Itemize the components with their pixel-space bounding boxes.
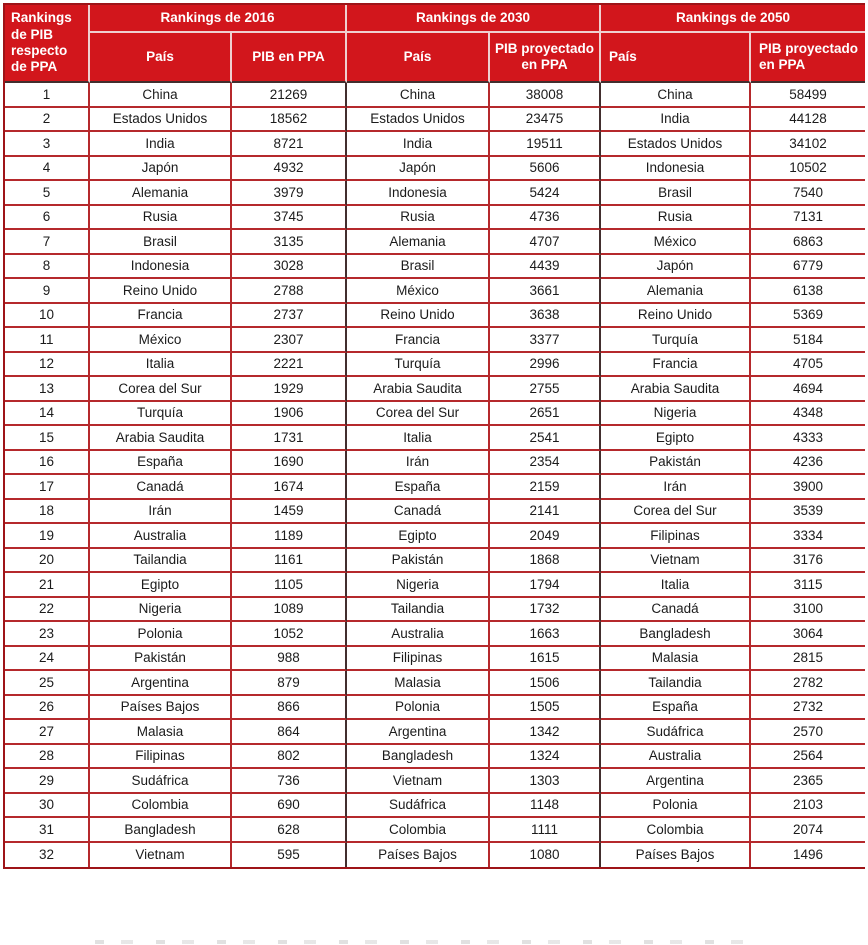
country-cell-2030: Filipinas	[347, 647, 490, 672]
country-cell-2050: China	[601, 83, 751, 108]
country-cell-2050: Arabia Saudita	[601, 377, 751, 402]
country-cell-2016: Países Bajos	[90, 696, 232, 721]
rank-cell: 19	[5, 524, 90, 549]
country-cell-2050: Reino Unido	[601, 304, 751, 329]
value-cell-2030: 5424	[490, 181, 601, 206]
value-cell-2050: 6138	[751, 279, 865, 304]
table-row	[5, 524, 865, 549]
value-cell-2050: 34102	[751, 132, 865, 157]
table-row	[5, 255, 865, 280]
country-cell-2016: Francia	[90, 304, 232, 329]
value-cell-2016: 2737	[232, 304, 347, 329]
rank-cell: 15	[5, 426, 90, 451]
value-cell-2016: 1052	[232, 622, 347, 647]
table-row	[5, 132, 865, 157]
value-cell-2050: 2564	[751, 745, 865, 770]
country-cell-2050: Vietnam	[601, 549, 751, 574]
value-cell-2016: 1731	[232, 426, 347, 451]
rank-cell: 13	[5, 377, 90, 402]
country-cell-2030: Bangladesh	[347, 745, 490, 770]
table-row	[5, 108, 865, 133]
rank-cell: 22	[5, 598, 90, 623]
country-cell-2030: Japón	[347, 157, 490, 182]
rank-cell: 2	[5, 108, 90, 133]
country-cell-2030: Australia	[347, 622, 490, 647]
section-header-2050: Rankings de 2050	[601, 5, 865, 33]
country-cell-2050: Canadá	[601, 598, 751, 623]
value-cell-2030: 1663	[490, 622, 601, 647]
rank-cell: 4	[5, 157, 90, 182]
col-header-country-2050: País	[601, 33, 751, 83]
value-cell-2030: 2541	[490, 426, 601, 451]
country-cell-2050: Nigeria	[601, 402, 751, 427]
country-cell-2016: Canadá	[90, 475, 232, 500]
country-cell-2050: Malasia	[601, 647, 751, 672]
country-cell-2050: México	[601, 230, 751, 255]
country-cell-2050: Corea del Sur	[601, 500, 751, 525]
country-cell-2016: México	[90, 328, 232, 353]
value-cell-2050: 2365	[751, 769, 865, 794]
country-cell-2050: Tailandia	[601, 671, 751, 696]
country-cell-2050: Irán	[601, 475, 751, 500]
rank-cell: 24	[5, 647, 90, 672]
value-cell-2030: 1324	[490, 745, 601, 770]
table-row	[5, 181, 865, 206]
value-cell-2050: 3176	[751, 549, 865, 574]
value-cell-2030: 2651	[490, 402, 601, 427]
country-cell-2050: Filipinas	[601, 524, 751, 549]
value-cell-2050: 58499	[751, 83, 865, 108]
value-cell-2030: 4439	[490, 255, 601, 280]
table-row	[5, 402, 865, 427]
col-header-value-2030: PIB proyectado en PPA	[490, 33, 601, 83]
country-cell-2030: Egipto	[347, 524, 490, 549]
country-cell-2016: Estados Unidos	[90, 108, 232, 133]
country-cell-2030: Turquía	[347, 353, 490, 378]
country-cell-2030: Indonesia	[347, 181, 490, 206]
country-cell-2016: Irán	[90, 500, 232, 525]
value-cell-2050: 3539	[751, 500, 865, 525]
country-cell-2050: Italia	[601, 573, 751, 598]
value-cell-2030: 1148	[490, 794, 601, 819]
value-cell-2030: 1505	[490, 696, 601, 721]
table-row	[5, 426, 865, 451]
country-cell-2016: China	[90, 83, 232, 108]
country-cell-2016: Japón	[90, 157, 232, 182]
table-row	[5, 720, 865, 745]
table-row	[5, 279, 865, 304]
table-row	[5, 769, 865, 794]
country-cell-2030: Estados Unidos	[347, 108, 490, 133]
rank-cell: 7	[5, 230, 90, 255]
value-cell-2050: 5369	[751, 304, 865, 329]
country-cell-2030: Polonia	[347, 696, 490, 721]
rank-cell: 20	[5, 549, 90, 574]
value-cell-2030: 1506	[490, 671, 601, 696]
table-row	[5, 696, 865, 721]
country-cell-2030: Malasia	[347, 671, 490, 696]
country-cell-2050: Estados Unidos	[601, 132, 751, 157]
value-cell-2030: 1615	[490, 647, 601, 672]
country-cell-2030: México	[347, 279, 490, 304]
country-cell-2016: Corea del Sur	[90, 377, 232, 402]
country-cell-2050: Brasil	[601, 181, 751, 206]
country-cell-2016: Polonia	[90, 622, 232, 647]
value-cell-2030: 3377	[490, 328, 601, 353]
country-cell-2030: Tailandia	[347, 598, 490, 623]
value-cell-2030: 4707	[490, 230, 601, 255]
value-cell-2050: 2103	[751, 794, 865, 819]
country-cell-2016: Australia	[90, 524, 232, 549]
rank-cell: 17	[5, 475, 90, 500]
rank-cell: 29	[5, 769, 90, 794]
table-row	[5, 843, 865, 868]
country-cell-2030: Corea del Sur	[347, 402, 490, 427]
value-cell-2050: 2074	[751, 818, 865, 843]
country-cell-2016: Pakistán	[90, 647, 232, 672]
country-cell-2050: Rusia	[601, 206, 751, 231]
value-cell-2016: 1906	[232, 402, 347, 427]
value-cell-2016: 802	[232, 745, 347, 770]
rank-cell: 16	[5, 451, 90, 476]
value-cell-2030: 2354	[490, 451, 601, 476]
value-cell-2050: 2782	[751, 671, 865, 696]
country-cell-2030: Italia	[347, 426, 490, 451]
rank-cell: 32	[5, 843, 90, 868]
value-cell-2050: 4333	[751, 426, 865, 451]
country-cell-2016: Turquía	[90, 402, 232, 427]
rank-cell: 28	[5, 745, 90, 770]
value-cell-2050: 44128	[751, 108, 865, 133]
country-cell-2050: Alemania	[601, 279, 751, 304]
country-cell-2030: Pakistán	[347, 549, 490, 574]
table-row	[5, 328, 865, 353]
rank-cell: 10	[5, 304, 90, 329]
value-cell-2050: 3115	[751, 573, 865, 598]
rank-cell: 31	[5, 818, 90, 843]
table-row	[5, 622, 865, 647]
value-cell-2030: 1303	[490, 769, 601, 794]
rank-cell: 3	[5, 132, 90, 157]
value-cell-2050: 3100	[751, 598, 865, 623]
rank-cell: 27	[5, 720, 90, 745]
value-cell-2030: 2755	[490, 377, 601, 402]
country-cell-2016: Indonesia	[90, 255, 232, 280]
value-cell-2030: 3661	[490, 279, 601, 304]
table-row	[5, 598, 865, 623]
value-cell-2030: 1342	[490, 720, 601, 745]
value-cell-2016: 1459	[232, 500, 347, 525]
table-row	[5, 83, 865, 108]
rank-cell: 21	[5, 573, 90, 598]
country-cell-2050: Indonesia	[601, 157, 751, 182]
table-row	[5, 573, 865, 598]
value-cell-2030: 38008	[490, 83, 601, 108]
rank-cell: 14	[5, 402, 90, 427]
value-cell-2016: 1929	[232, 377, 347, 402]
country-cell-2016: Arabia Saudita	[90, 426, 232, 451]
value-cell-2050: 6863	[751, 230, 865, 255]
table-row	[5, 206, 865, 231]
value-cell-2016: 1105	[232, 573, 347, 598]
table-header	[5, 5, 865, 83]
country-cell-2016: Tailandia	[90, 549, 232, 574]
rank-cell: 26	[5, 696, 90, 721]
value-cell-2050: 2815	[751, 647, 865, 672]
value-cell-2030: 1868	[490, 549, 601, 574]
value-cell-2016: 736	[232, 769, 347, 794]
rank-cell: 25	[5, 671, 90, 696]
table-row	[5, 794, 865, 819]
value-cell-2016: 1161	[232, 549, 347, 574]
country-cell-2016: India	[90, 132, 232, 157]
rank-cell: 11	[5, 328, 90, 353]
value-cell-2016: 1690	[232, 451, 347, 476]
value-cell-2016: 595	[232, 843, 347, 868]
value-cell-2030: 19511	[490, 132, 601, 157]
table-row	[5, 353, 865, 378]
country-cell-2050: Polonia	[601, 794, 751, 819]
value-cell-2016: 4932	[232, 157, 347, 182]
value-cell-2030: 1732	[490, 598, 601, 623]
value-cell-2030: 5606	[490, 157, 601, 182]
col-header-value-2050: PIB proyectado en PPA	[751, 33, 865, 83]
rankings-table	[5, 5, 865, 867]
rank-cell: 5	[5, 181, 90, 206]
value-cell-2016: 1089	[232, 598, 347, 623]
rank-cell: 8	[5, 255, 90, 280]
value-cell-2050: 7540	[751, 181, 865, 206]
corner-header: Rankings de PIB respecto de PPA	[5, 5, 90, 83]
value-cell-2016: 690	[232, 794, 347, 819]
country-cell-2050: Francia	[601, 353, 751, 378]
country-cell-2050: Turquía	[601, 328, 751, 353]
col-header-country-2030: País	[347, 33, 490, 83]
value-cell-2030: 23475	[490, 108, 601, 133]
value-cell-2016: 18562	[232, 108, 347, 133]
table-row	[5, 230, 865, 255]
rank-cell: 18	[5, 500, 90, 525]
country-cell-2016: Malasia	[90, 720, 232, 745]
table-row	[5, 549, 865, 574]
table-row	[5, 451, 865, 476]
country-cell-2030: Francia	[347, 328, 490, 353]
value-cell-2016: 1189	[232, 524, 347, 549]
value-cell-2016: 2788	[232, 279, 347, 304]
value-cell-2050: 4236	[751, 451, 865, 476]
country-cell-2030: Argentina	[347, 720, 490, 745]
table-row	[5, 818, 865, 843]
country-cell-2030: Arabia Saudita	[347, 377, 490, 402]
country-cell-2050: Sudáfrica	[601, 720, 751, 745]
table-row	[5, 304, 865, 329]
value-cell-2016: 8721	[232, 132, 347, 157]
value-cell-2016: 1674	[232, 475, 347, 500]
country-cell-2050: Egipto	[601, 426, 751, 451]
country-cell-2030: Canadá	[347, 500, 490, 525]
value-cell-2050: 4348	[751, 402, 865, 427]
value-cell-2050: 4694	[751, 377, 865, 402]
value-cell-2016: 21269	[232, 83, 347, 108]
country-cell-2030: Vietnam	[347, 769, 490, 794]
value-cell-2030: 3638	[490, 304, 601, 329]
value-cell-2016: 3979	[232, 181, 347, 206]
value-cell-2030: 1080	[490, 843, 601, 868]
value-cell-2016: 3028	[232, 255, 347, 280]
country-cell-2050: Bangladesh	[601, 622, 751, 647]
table-row	[5, 500, 865, 525]
country-cell-2016: España	[90, 451, 232, 476]
country-cell-2016: Egipto	[90, 573, 232, 598]
cropped-caption	[95, 940, 755, 944]
country-cell-2016: Filipinas	[90, 745, 232, 770]
country-cell-2016: Rusia	[90, 206, 232, 231]
value-cell-2016: 2307	[232, 328, 347, 353]
country-cell-2016: Alemania	[90, 181, 232, 206]
rank-cell: 12	[5, 353, 90, 378]
table-row	[5, 377, 865, 402]
value-cell-2030: 1111	[490, 818, 601, 843]
country-cell-2030: Países Bajos	[347, 843, 490, 868]
country-cell-2016: Colombia	[90, 794, 232, 819]
value-cell-2050: 3900	[751, 475, 865, 500]
value-cell-2030: 2049	[490, 524, 601, 549]
col-header-value-2016: PIB en PPA	[232, 33, 347, 83]
country-cell-2016: Italia	[90, 353, 232, 378]
value-cell-2050: 6779	[751, 255, 865, 280]
country-cell-2050: Australia	[601, 745, 751, 770]
value-cell-2030: 1794	[490, 573, 601, 598]
value-cell-2016: 3745	[232, 206, 347, 231]
rank-cell: 6	[5, 206, 90, 231]
rank-cell: 30	[5, 794, 90, 819]
country-cell-2050: España	[601, 696, 751, 721]
country-cell-2030: Irán	[347, 451, 490, 476]
table-row	[5, 745, 865, 770]
value-cell-2016: 3135	[232, 230, 347, 255]
country-cell-2030: Brasil	[347, 255, 490, 280]
rank-cell: 23	[5, 622, 90, 647]
country-cell-2050: Colombia	[601, 818, 751, 843]
value-cell-2050: 3334	[751, 524, 865, 549]
country-cell-2016: Nigeria	[90, 598, 232, 623]
value-cell-2050: 5184	[751, 328, 865, 353]
section-header-2030: Rankings de 2030	[347, 5, 601, 33]
country-cell-2016: Reino Unido	[90, 279, 232, 304]
table-row	[5, 475, 865, 500]
country-cell-2030: India	[347, 132, 490, 157]
value-cell-2050: 7131	[751, 206, 865, 231]
value-cell-2030: 4736	[490, 206, 601, 231]
value-cell-2016: 988	[232, 647, 347, 672]
country-cell-2016: Brasil	[90, 230, 232, 255]
value-cell-2030: 2159	[490, 475, 601, 500]
value-cell-2050: 1496	[751, 843, 865, 868]
table-row	[5, 671, 865, 696]
rank-cell: 1	[5, 83, 90, 108]
value-cell-2050: 2570	[751, 720, 865, 745]
country-cell-2016: Vietnam	[90, 843, 232, 868]
value-cell-2050: 3064	[751, 622, 865, 647]
value-cell-2016: 866	[232, 696, 347, 721]
gdp-ppp-rankings-table	[3, 3, 865, 869]
value-cell-2030: 2996	[490, 353, 601, 378]
country-cell-2016: Bangladesh	[90, 818, 232, 843]
section-header-2016: Rankings de 2016	[90, 5, 347, 33]
country-cell-2030: Reino Unido	[347, 304, 490, 329]
value-cell-2016: 628	[232, 818, 347, 843]
country-cell-2050: Países Bajos	[601, 843, 751, 868]
country-cell-2016: Argentina	[90, 671, 232, 696]
value-cell-2050: 10502	[751, 157, 865, 182]
col-header-country-2016: País	[90, 33, 232, 83]
country-cell-2050: India	[601, 108, 751, 133]
value-cell-2050: 4705	[751, 353, 865, 378]
value-cell-2050: 2732	[751, 696, 865, 721]
country-cell-2030: Sudáfrica	[347, 794, 490, 819]
country-cell-2050: Pakistán	[601, 451, 751, 476]
country-cell-2030: China	[347, 83, 490, 108]
country-cell-2050: Argentina	[601, 769, 751, 794]
country-cell-2016: Sudáfrica	[90, 769, 232, 794]
country-cell-2050: Japón	[601, 255, 751, 280]
country-cell-2030: Nigeria	[347, 573, 490, 598]
table-row	[5, 647, 865, 672]
country-cell-2030: Alemania	[347, 230, 490, 255]
rank-cell: 9	[5, 279, 90, 304]
country-cell-2030: Colombia	[347, 818, 490, 843]
value-cell-2016: 864	[232, 720, 347, 745]
table-row	[5, 157, 865, 182]
value-cell-2016: 879	[232, 671, 347, 696]
value-cell-2016: 2221	[232, 353, 347, 378]
value-cell-2030: 2141	[490, 500, 601, 525]
table-body	[5, 83, 865, 867]
country-cell-2030: España	[347, 475, 490, 500]
country-cell-2030: Rusia	[347, 206, 490, 231]
